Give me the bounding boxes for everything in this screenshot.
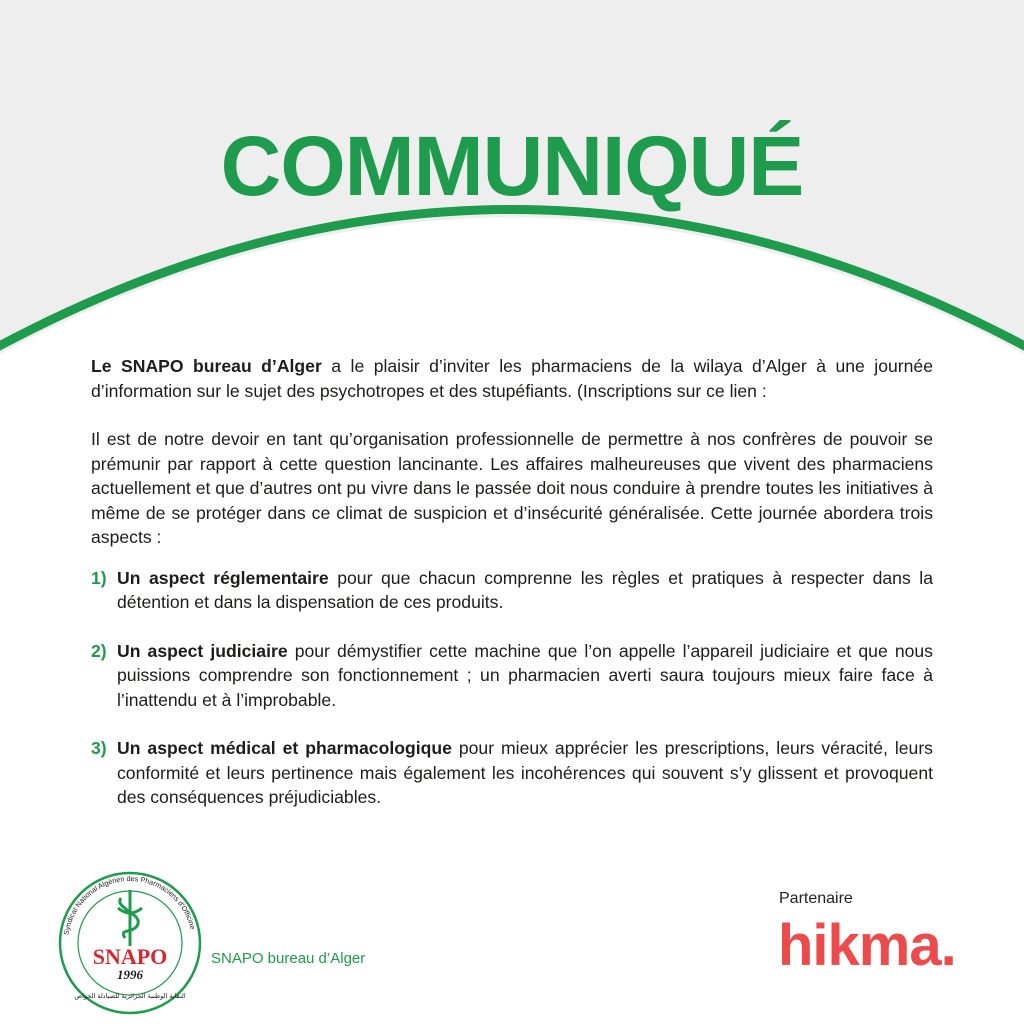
logo-year: 1996: [117, 967, 143, 982]
item-heading: Un aspect réglementaire: [117, 567, 329, 588]
logo-acronym: SNAPO: [92, 944, 168, 969]
list-item: [91, 566, 933, 615]
intro-bold: Le SNAPO bureau d’Alger: [91, 356, 322, 376]
page-title: COMMUNIQUÉ: [220, 119, 804, 214]
item-text: [117, 639, 933, 713]
list-item: [91, 639, 933, 713]
intro-paragraph: [91, 354, 933, 403]
context-paragraph: Il est de notre devoir en tant qu’organisation professionnelle de permettre à nos confrères de pouvoir se prémunir par rapport à cette question lancinante. Les affaires malheureuses que vivent des pharmaciens actuellement et que d’autres ont pu vivre dans le passée doit nous conduire à prendre toutes les initiatives à même de se protéger dans ce climat de suspicion et d’insécurité généralisée. Cette journée abordera trois aspects :: [91, 429, 933, 547]
item-heading: Un aspect judiciaire: [117, 640, 288, 661]
communique-body: [91, 354, 933, 834]
item-description: pour démystifier cette machine que l’on appelle l’appareil judiciaire et que nous puissions comprendre son fonctionnement ; un pharmacien averti saura toujours mieux faire face à l’inattendu et à l’improbable.: [117, 640, 933, 710]
partner-label: Partenaire: [779, 890, 853, 907]
item-text: [117, 736, 933, 810]
aspects-list: [91, 566, 933, 810]
item-number: 2): [91, 640, 107, 661]
item-number: 1): [91, 567, 107, 588]
list-item: [91, 736, 933, 810]
snapo-logo-icon: [55, 868, 205, 1018]
item-description: pour mieux apprécier les prescriptions, leurs véracité, leurs conformité et leurs pertinence mais également les incohérences qui souvent s’y glissent et provoquent des conséquences préjudiciables.: [117, 738, 933, 807]
item-heading: Un aspect médical et pharmacologique: [117, 738, 452, 758]
partner-logo: hikma.: [778, 913, 956, 978]
item-text: [117, 566, 933, 615]
logo-caption: SNAPO bureau d’Alger: [211, 950, 366, 967]
logo-arabic-text: النقابة الوطنية الجزائرية للصيادلة الخواص: [74, 992, 186, 1000]
item-description: pour que chacun comprenne les règles et pratiques à respecter dans la détention et dans la dispensation de ces produits.: [117, 567, 933, 612]
item-number: 3): [91, 738, 107, 758]
logo-ring-text: Syndicat National Algérien des Pharmaciens d'Officine: [61, 873, 198, 936]
intro-text: a le plaisir d’inviter les pharmaciens de la wilaya d’Alger à une journée d’information sur le sujet des psychotropes et des stupéfiants. (Inscriptions sur ce lien :: [91, 356, 933, 401]
logo-caduceus: [118, 890, 142, 946]
